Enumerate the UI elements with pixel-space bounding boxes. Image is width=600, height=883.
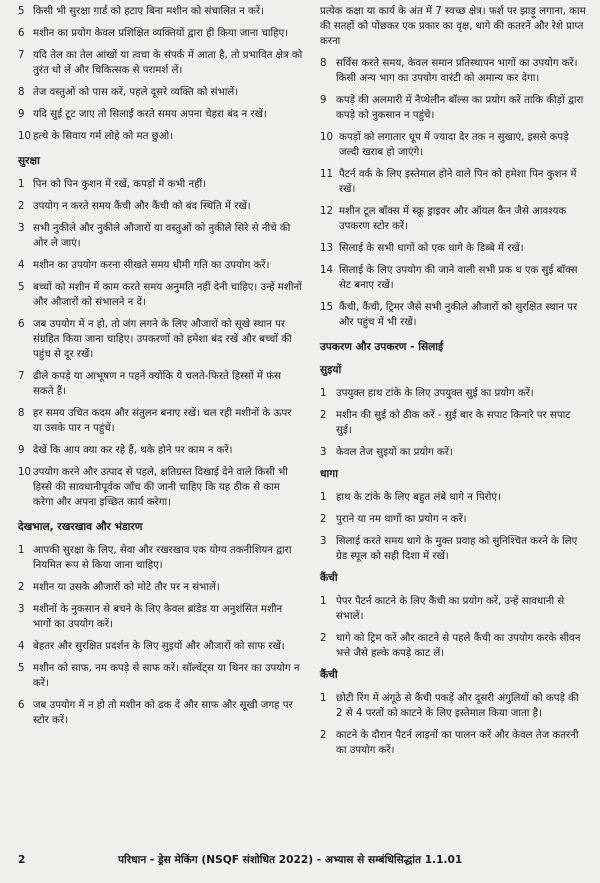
list-item	[18, 639, 303, 654]
list-item	[320, 386, 588, 401]
item-number: 1	[320, 693, 327, 704]
item-text: जब उपयोग में न हो तो मशीन को ढक दें और साफ और सूखी जगह पर स्टोर करें।	[33, 700, 293, 726]
item-number: 6	[18, 28, 25, 39]
item-text: पिन को पिन कुशन में रखें, कपड़ों में कभी नहीं।	[33, 179, 206, 190]
right-column	[320, 4, 588, 765]
list-item	[320, 490, 588, 505]
care-list	[18, 543, 303, 728]
item-text: केवल तेज सुइयों का प्रयोग करें।	[336, 447, 453, 458]
item-number: 1	[320, 388, 327, 399]
item-text: काटने के दौरान पैटर्न लाइनों का पालन करें और केवल तेज कतरनी का उपयोग करें।	[336, 730, 579, 756]
list-item	[18, 199, 303, 214]
section-heading-thread: धागा	[320, 468, 338, 480]
list-item	[18, 406, 303, 436]
item-number: 1	[320, 492, 327, 503]
list-item	[320, 594, 588, 624]
section-heading-tools: उपकरण और उपकरण - सिलाई	[320, 341, 444, 353]
page-number: 2	[18, 854, 26, 866]
item-text: आपकी सुरक्षा के लिए, सेवा और रखरखाव एक योग्य तकनीशियन द्वारा नियमित रूप से किया जाना चाहिए।	[33, 545, 292, 571]
section-heading-shears: कैंची	[320, 669, 338, 681]
item-number: 3	[18, 604, 25, 615]
item-text: सिलाई करते समय धागे के मुक्त प्रवाह को सुनिश्चित करने के लिए ग्रेड स्पूल को सही दिशा में रखें।	[336, 536, 578, 562]
item-text: पैटर्न वर्क के लिए इस्तेमाल होने वाले पिन को हमेशा पिन कुशन में रखें।	[339, 169, 577, 195]
item-text: बेहतर और सुरक्षित प्रदर्शन के लिए सुइयों और औजारों को साफ रखें।	[33, 641, 285, 652]
list-item	[18, 85, 303, 100]
item-text: सर्विस करते समय, केवल समान प्रतिस्थापन भागों का उपयोग करें। किसी अन्य भाग का उपयोग वारंटी को अमान्य कर देगा।	[336, 58, 578, 84]
list-item	[320, 691, 588, 721]
shears-list	[320, 691, 588, 758]
item-number: 6	[18, 700, 25, 711]
item-text: हाथ के टांके के लिए बहुत लंबे धागे न पिरोएं।	[336, 492, 501, 503]
list-item	[320, 534, 588, 564]
item-text: मशीन का प्रयोग केवल प्रशिक्षित व्यक्तियों द्वारा ही किया जाना चाहिए।	[33, 28, 289, 39]
item-number: 5	[18, 6, 25, 17]
item-number: 2	[320, 730, 327, 741]
item-number: 2	[18, 582, 25, 593]
item-number: 3	[320, 447, 327, 458]
item-number: 7	[18, 50, 25, 61]
item-number: 4	[18, 641, 25, 652]
item-text: सिलाई के सभी धागों को एक धागे के डिब्बे में रखें।	[339, 243, 524, 254]
item-number: 12	[320, 206, 333, 217]
list-item	[320, 56, 588, 86]
list-item	[18, 221, 303, 251]
item-text: मशीनों के नुकसान से बचने के लिए केवल ब्रांडेड या अनुशंसित मशीन भागों का उपयोग करें।	[33, 604, 283, 630]
item-number: 4	[18, 260, 25, 271]
item-text: ढीले कपड़े या आभूषण न पहनें क्योंकि ये चलते-फिरते हिस्सों में फंस सकते हैं।	[33, 371, 282, 397]
list-item	[320, 445, 588, 460]
list-item	[320, 408, 588, 438]
item-number: 5	[18, 663, 25, 674]
item-text: कैंची, कैंची, ट्रिमर जैसे सभी नुकीले औजारों को सुरक्षित स्थान पर और पहुंच में भी रखें।	[339, 302, 578, 328]
section-heading-needles: सुइयों	[320, 364, 342, 376]
list-item	[320, 300, 588, 330]
item-text: छोटी रिंग में अंगूठे से कैंची पकड़ें और दूसरी अंगुलियों को कपड़े की 2 से 4 परतों को काटने के लिए इस्तेमाल किया जाता है।	[336, 693, 579, 719]
list-item	[320, 512, 588, 527]
section-heading-scissors: कैंची	[320, 572, 338, 584]
section-heading-care: देखभाल, रखरखाव और भंडारण	[18, 521, 143, 533]
list-item	[18, 129, 303, 144]
item-number: 2	[320, 410, 327, 421]
item-text: मशीन या उसके औजारों को मोटे तौर पर न संभालें।	[33, 582, 220, 593]
item-text: यदि सुई टूट जाए तो सिलाई करते समय अपना चेहरा बंद न रखें।	[33, 109, 267, 120]
list-item	[18, 369, 303, 399]
item-text: किसी भी सुरक्षा गार्ड को हटाए बिना मशीन को संचालित न करें।	[33, 6, 264, 17]
item-number: 9	[320, 95, 327, 106]
item-number: 5	[18, 282, 25, 293]
item-text: पेपर पैटर्न काटने के लिए कैंची का प्रयोग करें, उन्हें सावधानी से संभालें।	[336, 596, 565, 622]
list-item	[18, 465, 303, 510]
item-number: 1	[320, 596, 327, 607]
item-number: 13	[320, 243, 333, 254]
item-number: 10	[18, 131, 31, 142]
needles-list	[320, 386, 588, 460]
storage-list	[320, 56, 588, 330]
footer-title: परिधान - ड्रेस मेकिंग (NSQF संशोधित 2022) - अभ्यास से सम्बंधिसिद्धांत 1.1.01	[118, 854, 463, 866]
item-text: सिलाई के लिए उपयोग की जाने वाली सभी प्रक ध एक सुई बॉक्स सेट बनाए रखें।	[339, 265, 578, 291]
continued-paragraph: प्रत्येक कक्षा या कार्य के अंत में 7 स्वच्छ क्षेत्र। फर्श पर झाड़ू लगाना, काम की सतहों को पोंछकर एक प्रकार का वृक्ष, धागे की कतरनें और रेशे प्राप्त करना	[320, 6, 586, 47]
list-item	[320, 728, 588, 758]
item-number: 2	[18, 201, 25, 212]
item-text: मशीन को साफ, नम कपड़े से साफ करें। सॉल्वेंट्स या थिनर का उपयोग न करें।	[33, 663, 300, 689]
item-text: जब उपयोग में न हो, तो जंग लगने के लिए औजारों को सूखे स्थान पर संग्रहित किया जाना चाहिए। उपकरणों को हमेशा बंद रखें और बच्चों की पहुंच से दूर रखें।	[33, 319, 292, 360]
list-item	[18, 26, 303, 41]
list-item	[18, 280, 303, 310]
list-item	[320, 93, 588, 123]
item-number: 11	[320, 169, 333, 180]
item-number: 9	[18, 445, 25, 456]
list-item	[18, 543, 303, 573]
item-number: 1	[18, 179, 25, 190]
item-number: 8	[18, 408, 25, 419]
list-item	[320, 130, 588, 160]
list-item	[18, 258, 303, 273]
list-item	[18, 317, 303, 362]
list-item	[320, 631, 588, 661]
list-item	[320, 167, 588, 197]
item-text: सभी नुकीले और नुकीले औजारों या वस्तुओं को नुकीले सिरे से नीचे की ओर ले जाएं।	[33, 223, 291, 249]
list-item	[18, 4, 303, 19]
item-number: 8	[18, 87, 25, 98]
list-item	[18, 177, 303, 192]
item-text: मशीन की सुई को ठीक करें - सुई बार के सपाट किनारे पर सपाट सुई।	[336, 410, 571, 436]
list-item	[18, 48, 303, 78]
item-number: 14	[320, 265, 333, 276]
item-text: कपड़े की अलमारी में नैप्थेलीन बॉल्स का प्रयोग करें ताकि कीड़ों द्वारा कपड़े को नुकसान न पहुंचे।	[336, 95, 584, 121]
left-column	[18, 4, 303, 735]
list-item	[18, 580, 303, 595]
item-number: 15	[320, 302, 333, 313]
item-number: 6	[18, 319, 25, 330]
item-text: कपड़ों को लगातार धूप में ज्यादा देर तक न सुखाएं, इससे कपड़े जल्दी खराब हो जाएंगे।	[339, 132, 569, 158]
item-number: 10	[320, 132, 333, 143]
item-text: उपयोग करने और उत्पाद से पहले, क्षतिग्रस्त दिखाई देने वाले किसी भी हिस्से की सावधानीपूर्वक जाँच की जानी चाहिए कि यह ठीक से काम करेगा और अपना इच्छित कार्य करेगा।	[33, 467, 288, 508]
safety-list	[18, 177, 303, 510]
item-text: पुराने या नम धागों का प्रयोग न करें।	[336, 514, 467, 525]
item-number: 10	[18, 467, 31, 478]
scissors-list	[320, 594, 588, 661]
list-item	[18, 602, 303, 632]
item-text: तेज वस्तुओं को पास करें, पहले दूसरे व्यक्ति को संभालें।	[33, 87, 239, 98]
item-text: हत्थे के सिवाय गर्म लोहे को मत छुओ।	[33, 131, 174, 142]
rules-list	[18, 4, 303, 144]
item-number: 2	[320, 633, 327, 644]
list-item	[320, 241, 588, 256]
thread-list	[320, 490, 588, 564]
item-text: उपयोग न करते समय कैंची और कैंची को बंद स्थिति में रखें।	[33, 201, 251, 212]
item-number: 7	[18, 371, 25, 382]
list-item	[18, 661, 303, 691]
item-number: 3	[320, 536, 327, 547]
item-text: मशीन का उपयोग करना सीखते समय धीमी गति का उपयोग करें।	[33, 260, 270, 271]
item-number: 8	[320, 58, 327, 69]
item-number: 9	[18, 109, 25, 120]
item-text: यदि तेल का तेल आंखों या त्वचा के संपर्क में आता है, तो प्रभावित क्षेत्र को तुरंत धो लें और चिकित्सक से परामर्श लें।	[33, 50, 303, 76]
item-text: धागे को ट्रिम करें और काटने से पहले कैंची का उपयोग करके सीवन भत्ते जैसे हल्के कपड़े काट लें।	[336, 633, 581, 659]
section-heading-safety: सुरक्षा	[18, 155, 40, 167]
list-item	[18, 698, 303, 728]
item-text: हर समय उचित कदम और संतुलन बनाए रखें। चल रही मशीनों के ऊपर या उसके पार न पहुंचें।	[33, 408, 292, 434]
item-text: उपयुक्त हाथ टांके के लिए उपयुक्त सुई का प्रयोग करें।	[336, 388, 534, 399]
item-number: 3	[18, 223, 25, 234]
item-text: देखें कि आप क्या कर रहे हैं, थके होने पर काम न करें।	[33, 445, 233, 456]
item-number: 2	[320, 514, 327, 525]
list-item	[18, 443, 303, 458]
item-text: बच्चों को मशीन में काम करते समय अनुमति नहीं देनी चाहिए। उन्हें मशीनों और औजारों को संभालने न दें।	[33, 282, 302, 308]
list-item	[320, 263, 588, 293]
list-item	[18, 107, 303, 122]
item-text: मशीन टूल बॉक्स में स्क्रू ड्राइवर और ऑयल कैन जैसे आवश्यक उपकरण स्टोर करें।	[339, 206, 567, 232]
item-number: 1	[18, 545, 25, 556]
list-item	[320, 204, 588, 234]
